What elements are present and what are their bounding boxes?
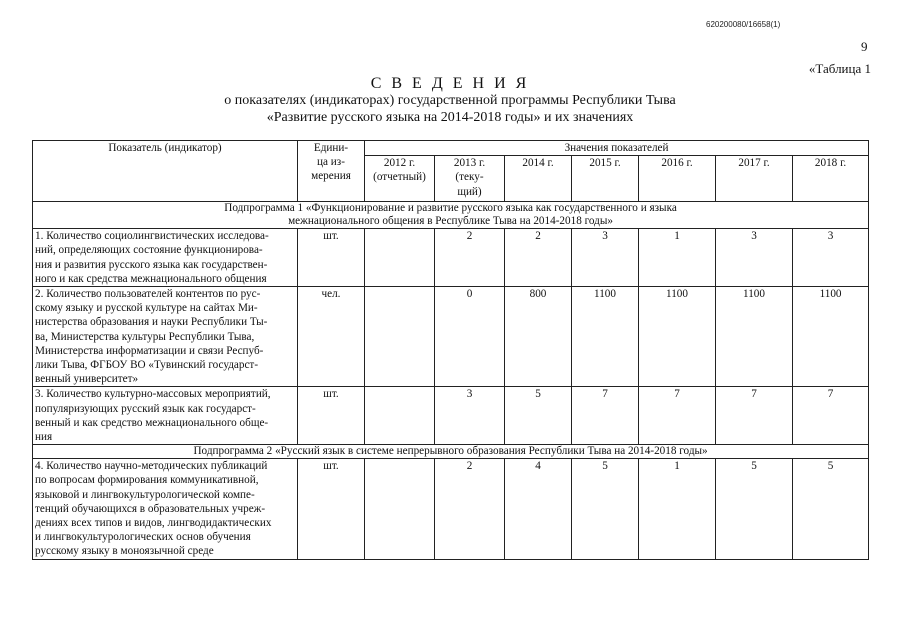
subprogram-1-line: межнационального общения в Республике Тыва на 2014-2018 годы» xyxy=(288,215,613,228)
unit-cell: чел. xyxy=(298,287,365,387)
header-unit-line: Едини- xyxy=(313,142,349,154)
header-unit xyxy=(298,141,365,202)
header-indicator: Показатель (индикатор) xyxy=(33,141,298,202)
value-cell-2014: 2 xyxy=(505,229,572,287)
value-cell-2017: 5 xyxy=(716,459,793,559)
table-row xyxy=(33,459,869,559)
value-cell-2015: 7 xyxy=(572,387,639,445)
indicator-line: 4. Количество научно-методических публикаций xyxy=(35,460,268,473)
indicator-line: тенций обучающихся в образовательных учреж- xyxy=(35,502,266,515)
header-row-1 xyxy=(33,141,869,156)
heading-subtitle-line1: о показателях (индикаторах) государственной программы Республики Тыва xyxy=(224,93,676,108)
value-cell-2014: 4 xyxy=(505,459,572,559)
page-number: 9 xyxy=(861,39,868,54)
value-cell-2017: 1100 xyxy=(716,287,793,387)
indicator-line: дениях всех типов и видов, лингводидактических xyxy=(35,517,272,530)
value-cell-2015: 5 xyxy=(572,459,639,559)
indicator-line: по вопросам формирования коммуникативной, xyxy=(35,474,259,487)
subprogram-2-row xyxy=(33,445,869,459)
subprogram-1-row xyxy=(33,202,869,229)
value-cell-2012 xyxy=(365,229,435,287)
header-year-2012 xyxy=(365,156,435,202)
header-unit-line: мерения xyxy=(311,170,351,183)
indicator-cell xyxy=(33,229,298,287)
value-cell-2013: 0 xyxy=(435,287,505,387)
indicator-line: венный университет» xyxy=(35,373,139,386)
value-cell-2013: 2 xyxy=(435,229,505,287)
indicator-line: ния xyxy=(35,431,53,444)
document-code: 620200080/16658(1) xyxy=(706,20,781,29)
value-cell-2012 xyxy=(365,287,435,387)
indicator-line: русскому языку в моноязычной среде xyxy=(35,545,214,558)
year-label: 2012 г. xyxy=(383,157,416,170)
header-values: Значения показателей xyxy=(365,141,869,156)
value-cell-2016: 7 xyxy=(639,387,716,445)
table-row xyxy=(33,387,869,445)
year-note: (отчетный) xyxy=(373,171,426,184)
indicator-line: 2. Количество пользователей контентов по рус- xyxy=(35,288,261,301)
value-cell-2018: 5 xyxy=(793,459,869,559)
year-note: щий) xyxy=(457,185,482,198)
indicator-line: нистерства образования и науки Республики Ты- xyxy=(35,316,268,329)
unit-cell: шт. xyxy=(298,387,365,445)
header-year-2014: 2014 г. xyxy=(505,156,572,202)
indicator-line: популяризующих русский язык как государст- xyxy=(35,402,256,415)
header-year-2015: 2015 г. xyxy=(572,156,639,202)
header-year-2018: 2018 г. xyxy=(793,156,869,202)
indicator-cell xyxy=(33,287,298,387)
value-cell-2016: 1 xyxy=(639,229,716,287)
header-year-2013 xyxy=(435,156,505,202)
subprogram-2-title: Подпрограмма 2 «Русский язык в системе непрерывного образования Республики Тыва на 2014-2018 годы» xyxy=(33,445,869,459)
indicator-line: скому языку и русской культуре на сайтах Ми- xyxy=(35,302,258,315)
indicators-table xyxy=(32,140,869,560)
unit-cell: шт. xyxy=(298,229,365,287)
indicator-line: Министерства информатизации и связи Респуб- xyxy=(35,344,264,357)
year-note: (теку- xyxy=(455,171,484,184)
value-cell-2014: 800 xyxy=(505,287,572,387)
unit-cell: шт. xyxy=(298,459,365,559)
subprogram-1-line: Подпрограмма 1 «Функционирование и развитие русского языка как государственного и языка xyxy=(224,202,677,215)
indicator-line: 1. Количество социолингвистических исследова- xyxy=(35,230,269,243)
indicator-line: лики Тыва, ФГБОУ ВО «Тувинский государст- xyxy=(35,359,259,372)
value-cell-2018: 7 xyxy=(793,387,869,445)
value-cell-2018: 1100 xyxy=(793,287,869,387)
indicator-line: и лингвокультурологических основ обучения xyxy=(35,531,251,544)
value-cell-2015: 1100 xyxy=(572,287,639,387)
value-cell-2012 xyxy=(365,459,435,559)
indicator-line: ва, Министерства культуры Республики Тыва, xyxy=(35,330,255,343)
value-cell-2015: 3 xyxy=(572,229,639,287)
value-cell-2017: 3 xyxy=(716,229,793,287)
value-cell-2016: 1100 xyxy=(639,287,716,387)
indicator-line: ния и развития русского языка как государствен- xyxy=(35,258,268,271)
header-year-2016: 2016 г. xyxy=(639,156,716,202)
indicator-line: ний, определяющих состояние функционирова- xyxy=(35,244,263,257)
value-cell-2017: 7 xyxy=(716,387,793,445)
value-cell-2018: 3 xyxy=(793,229,869,287)
indicator-line: 3. Количество культурно-массовых мероприятий, xyxy=(35,388,271,401)
document-heading xyxy=(150,75,750,126)
header-unit-line: ца из- xyxy=(317,156,345,169)
subprogram-1-title xyxy=(33,202,869,229)
indicator-cell xyxy=(33,459,298,559)
heading-title: С В Е Д Е Н И Я xyxy=(370,75,530,92)
value-cell-2013: 2 xyxy=(435,459,505,559)
table-row xyxy=(33,229,869,287)
value-cell-2016: 1 xyxy=(639,459,716,559)
header-year-2017: 2017 г. xyxy=(716,156,793,202)
table-row xyxy=(33,287,869,387)
table-reference: «Таблица 1 xyxy=(808,61,871,76)
year-label: 2013 г. xyxy=(453,157,486,170)
heading-subtitle-line2: «Развитие русского языка на 2014-2018 годы» и их значениях xyxy=(266,110,634,125)
value-cell-2013: 3 xyxy=(435,387,505,445)
indicator-line: языковой и лингвокультурологической компе- xyxy=(35,488,255,501)
indicator-cell xyxy=(33,387,298,445)
indicator-line: венный и как средство межнационального обще- xyxy=(35,416,269,429)
value-cell-2012 xyxy=(365,387,435,445)
value-cell-2014: 5 xyxy=(505,387,572,445)
indicator-line: ного и как средства межнационального общения xyxy=(35,272,267,285)
